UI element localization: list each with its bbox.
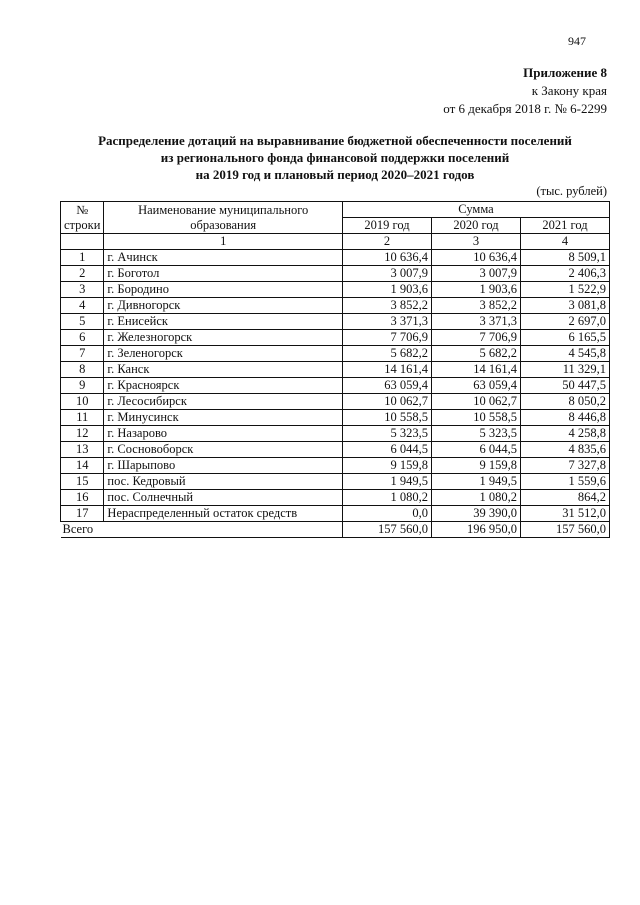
municipality-name: г. Боготол (104, 266, 343, 282)
total-2020: 196 950,0 (432, 522, 521, 538)
header-row-number: № строки (61, 202, 104, 234)
municipality-name: пос. Солнечный (104, 490, 343, 506)
value-2020: 1 949,5 (432, 474, 521, 490)
value-2021: 4 835,6 (521, 442, 610, 458)
index-cell: 1 (104, 234, 343, 250)
value-2021: 1 522,9 (521, 282, 610, 298)
table-row (61, 394, 610, 410)
municipality-name: пос. Кедровый (104, 474, 343, 490)
value-2020: 9 159,8 (432, 458, 521, 474)
title-line-2: из регионального фонда финансовой поддержки поселений (160, 150, 510, 165)
value-2020: 5 323,5 (432, 426, 521, 442)
table-row (61, 442, 610, 458)
value-2019: 6 044,5 (343, 442, 432, 458)
value-2021: 7 327,8 (521, 458, 610, 474)
table-row (61, 506, 610, 522)
title-line-3: на 2019 год и плановый период 2020–2021 годов (195, 167, 475, 182)
row-number: 11 (61, 410, 104, 426)
document-title (60, 132, 610, 183)
total-2021: 157 560,0 (521, 522, 610, 538)
value-2019: 10 062,7 (343, 394, 432, 410)
appendix-law-date: от 6 декабря 2018 г. № 6-2299 (443, 101, 607, 116)
value-2019: 63 059,4 (343, 378, 432, 394)
value-2019: 10 558,5 (343, 410, 432, 426)
header-municipality: Наименование муниципального образования (104, 202, 343, 234)
table-row (61, 490, 610, 506)
table-row (61, 410, 610, 426)
value-2020: 1 903,6 (432, 282, 521, 298)
row-number: 17 (61, 506, 104, 522)
value-2019: 7 706,9 (343, 330, 432, 346)
municipality-name: г. Сосновоборск (104, 442, 343, 458)
municipality-name: Нераспределенный остаток средств (104, 506, 343, 522)
row-number: 10 (61, 394, 104, 410)
row-number: 13 (61, 442, 104, 458)
value-2021: 50 447,5 (521, 378, 610, 394)
row-number: 16 (61, 490, 104, 506)
municipality-name: г. Минусинск (104, 410, 343, 426)
appendix-title: Приложение 8 (523, 65, 607, 80)
municipality-name: г. Железногорск (104, 330, 343, 346)
value-2020: 10 558,5 (432, 410, 521, 426)
value-2019: 10 636,4 (343, 250, 432, 266)
header-sum: Сумма (343, 202, 610, 218)
row-number: 6 (61, 330, 104, 346)
value-2019: 1 903,6 (343, 282, 432, 298)
value-2021: 2 406,3 (521, 266, 610, 282)
value-2020: 7 706,9 (432, 330, 521, 346)
value-2019: 1 080,2 (343, 490, 432, 506)
value-2020: 39 390,0 (432, 506, 521, 522)
table-row (61, 378, 610, 394)
row-number: 15 (61, 474, 104, 490)
row-number: 3 (61, 282, 104, 298)
value-2021: 8 050,2 (521, 394, 610, 410)
row-number: 1 (61, 250, 104, 266)
index-cell: 2 (343, 234, 432, 250)
total-2019: 157 560,0 (343, 522, 432, 538)
municipality-name: г. Ачинск (104, 250, 343, 266)
value-2021: 4 545,8 (521, 346, 610, 362)
municipality-name: г. Красноярск (104, 378, 343, 394)
total-label: Всего (61, 522, 343, 538)
municipality-name: г. Енисейск (104, 314, 343, 330)
table-row (61, 314, 610, 330)
value-2021: 11 329,1 (521, 362, 610, 378)
value-2021: 2 697,0 (521, 314, 610, 330)
value-2021: 31 512,0 (521, 506, 610, 522)
subsidy-table (60, 201, 610, 538)
table-row (61, 426, 610, 442)
value-2021: 3 081,8 (521, 298, 610, 314)
index-cell: 4 (521, 234, 610, 250)
table-body (61, 250, 610, 522)
value-2021: 4 258,8 (521, 426, 610, 442)
row-number: 9 (61, 378, 104, 394)
value-2020: 3 371,3 (432, 314, 521, 330)
value-2019: 3 007,9 (343, 266, 432, 282)
municipality-name: г. Бородино (104, 282, 343, 298)
value-2021: 6 165,5 (521, 330, 610, 346)
value-2020: 3 852,2 (432, 298, 521, 314)
value-2021: 8 509,1 (521, 250, 610, 266)
appendix-law-ref: к Закону края (531, 83, 607, 98)
index-cell: 3 (432, 234, 521, 250)
header-2021: 2021 год (521, 218, 610, 234)
municipality-name: г. Зеленогорск (104, 346, 343, 362)
value-2019: 0,0 (343, 506, 432, 522)
table-row (61, 458, 610, 474)
value-2020: 10 636,4 (432, 250, 521, 266)
row-number: 4 (61, 298, 104, 314)
row-number: 12 (61, 426, 104, 442)
table-row (61, 330, 610, 346)
value-2020: 14 161,4 (432, 362, 521, 378)
table-row (61, 298, 610, 314)
row-number: 2 (61, 266, 104, 282)
municipality-name: г. Канск (104, 362, 343, 378)
value-2020: 6 044,5 (432, 442, 521, 458)
value-2020: 5 682,2 (432, 346, 521, 362)
row-number: 8 (61, 362, 104, 378)
value-2020: 63 059,4 (432, 378, 521, 394)
municipality-name: г. Дивногорск (104, 298, 343, 314)
value-2019: 3 852,2 (343, 298, 432, 314)
table-row (61, 362, 610, 378)
value-2019: 9 159,8 (343, 458, 432, 474)
value-2021: 8 446,8 (521, 410, 610, 426)
units-label: (тыс. рублей) (536, 184, 607, 198)
municipality-name: г. Шарыпово (104, 458, 343, 474)
table-row (61, 266, 610, 282)
table-row (61, 250, 610, 266)
municipality-name: г. Лесосибирск (104, 394, 343, 410)
value-2019: 14 161,4 (343, 362, 432, 378)
value-2021: 1 559,6 (521, 474, 610, 490)
row-number: 14 (61, 458, 104, 474)
municipality-name: г. Назарово (104, 426, 343, 442)
value-2020: 3 007,9 (432, 266, 521, 282)
value-2020: 1 080,2 (432, 490, 521, 506)
header-2019: 2019 год (343, 218, 432, 234)
value-2021: 864,2 (521, 490, 610, 506)
value-2019: 1 949,5 (343, 474, 432, 490)
header-2020: 2020 год (432, 218, 521, 234)
title-line-1: Распределение дотаций на выравнивание бюджетной обеспеченности поселений (98, 133, 572, 148)
value-2020: 10 062,7 (432, 394, 521, 410)
total-row (61, 522, 610, 538)
value-2019: 5 323,5 (343, 426, 432, 442)
table-row (61, 346, 610, 362)
value-2019: 5 682,2 (343, 346, 432, 362)
row-number: 7 (61, 346, 104, 362)
appendix-block (443, 64, 607, 118)
table-row (61, 282, 610, 298)
index-cell (61, 234, 104, 250)
value-2019: 3 371,3 (343, 314, 432, 330)
row-number: 5 (61, 314, 104, 330)
page-number: 947 (568, 34, 586, 48)
table-row (61, 474, 610, 490)
